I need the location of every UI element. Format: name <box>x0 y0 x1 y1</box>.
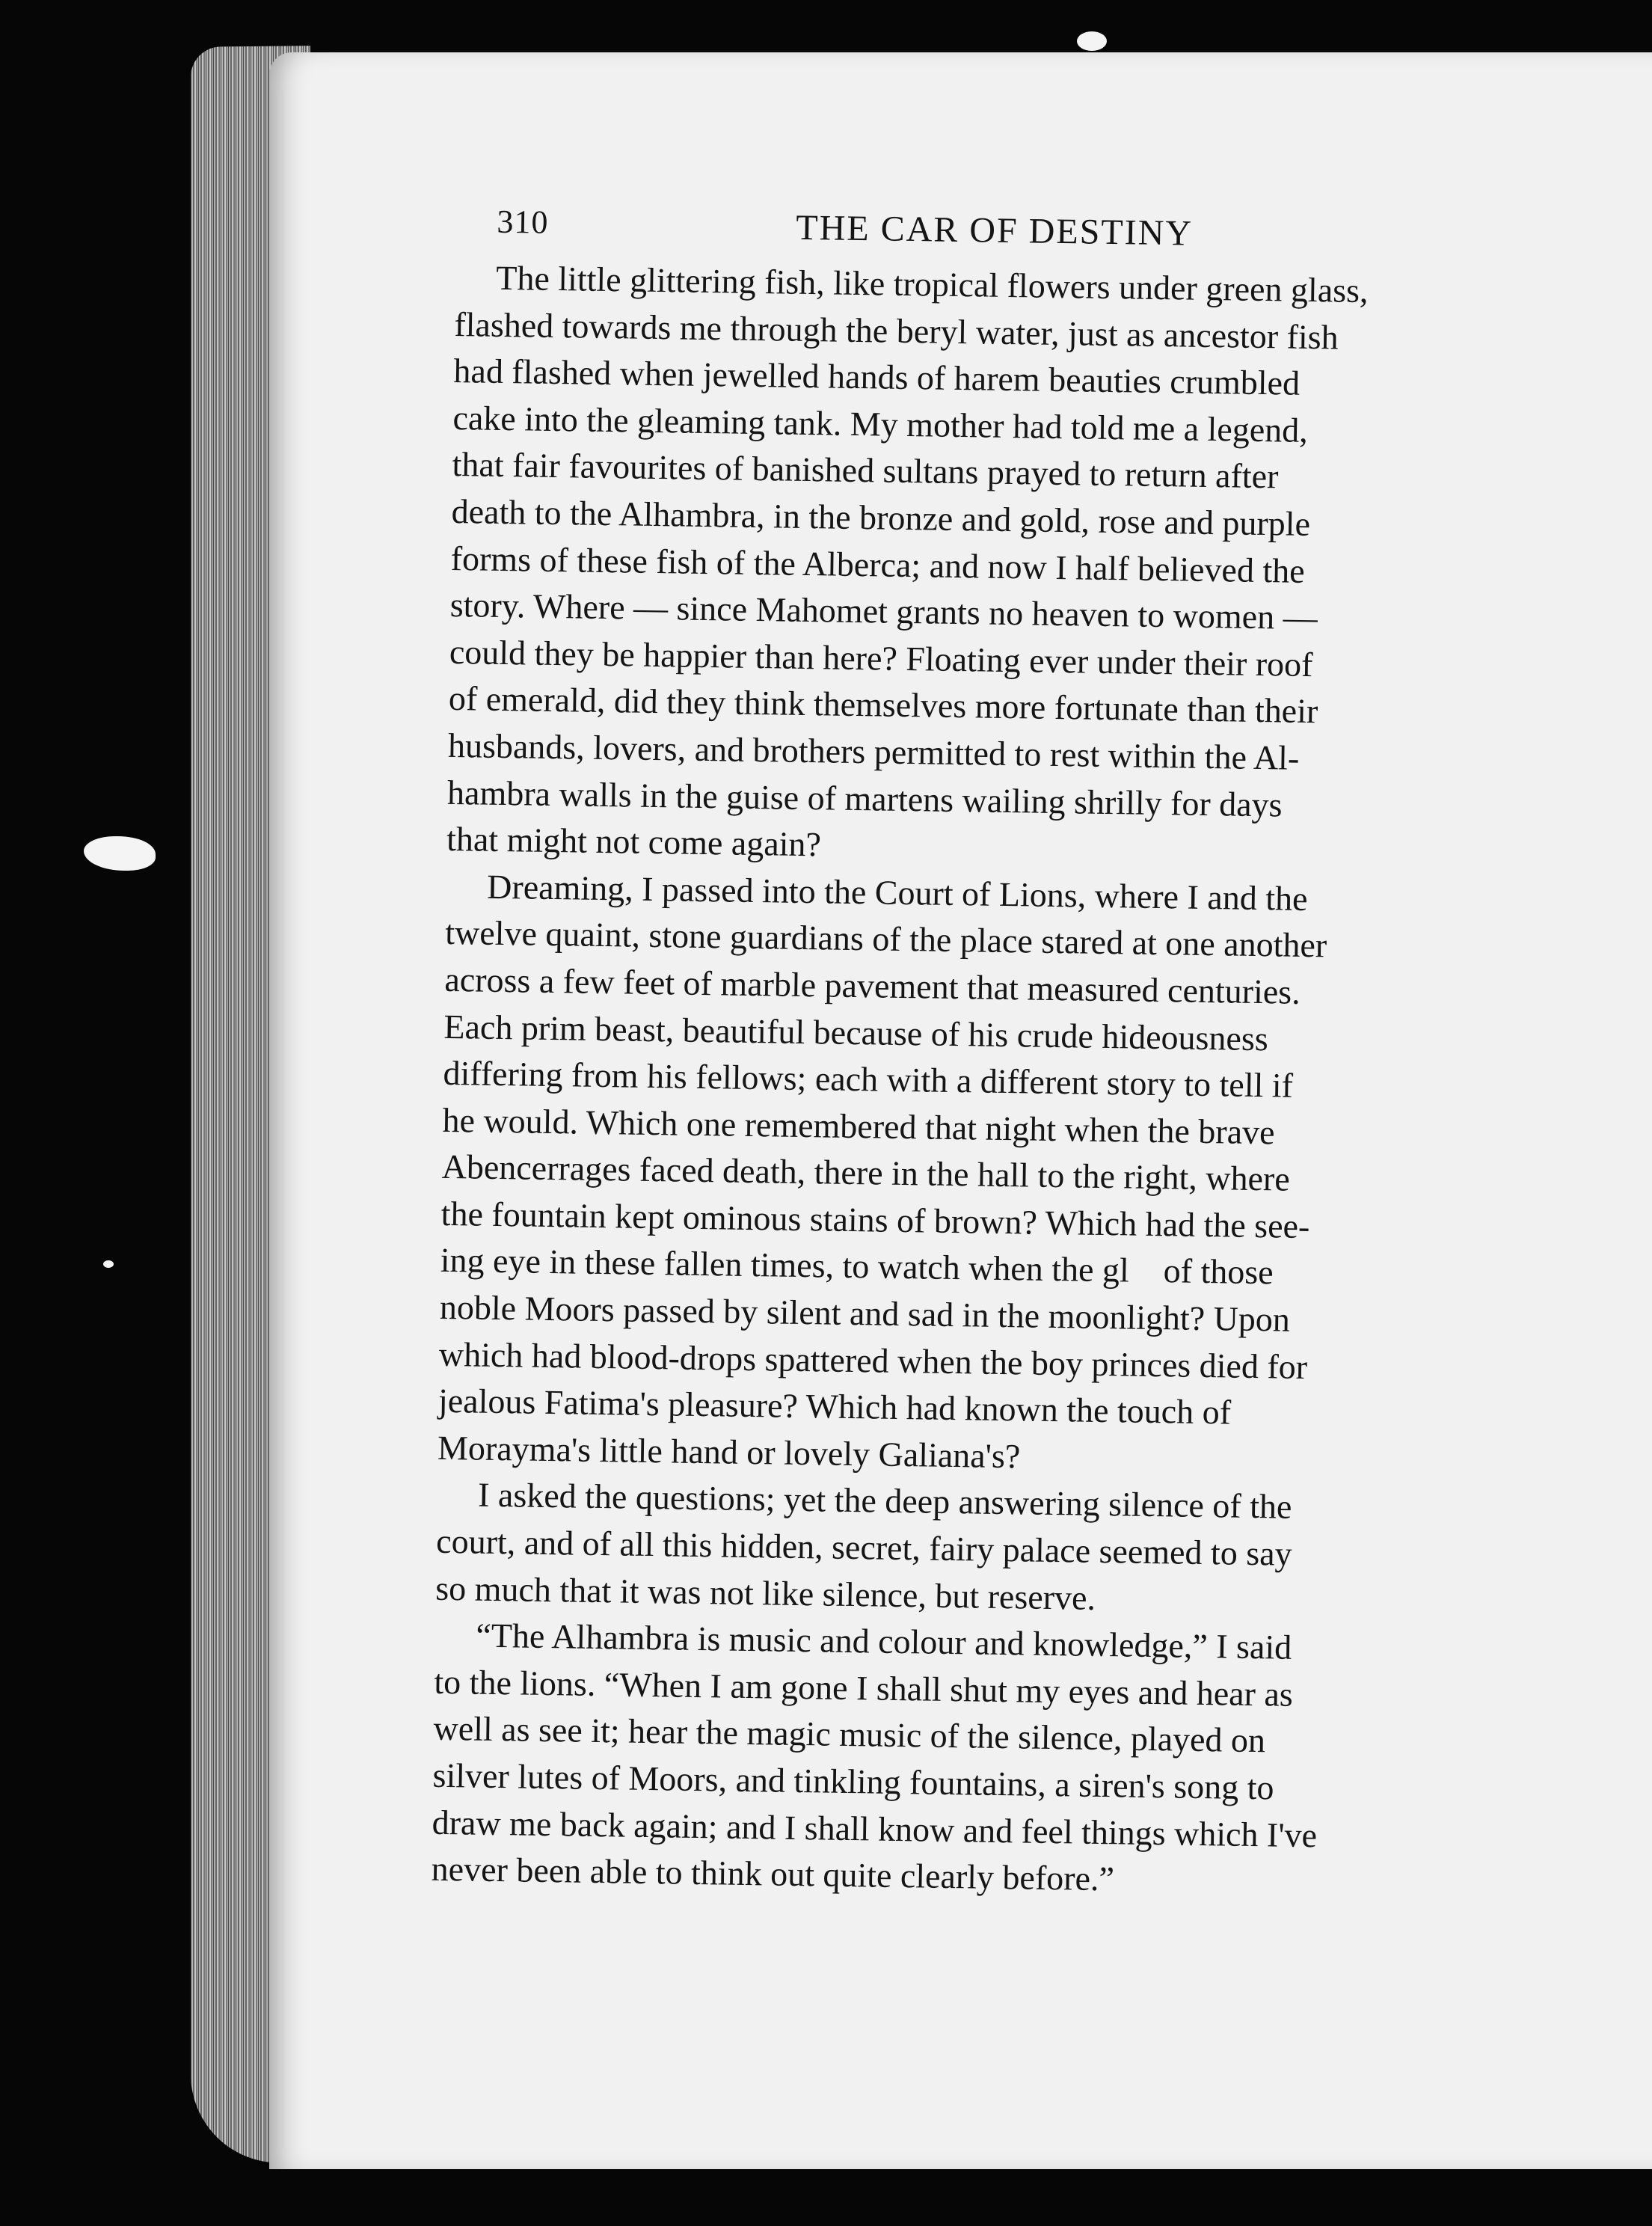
text-line: well as see it; hear the magic music of the silence, played on <box>433 1709 1266 1760</box>
text-line: ing eye in these fallen times, to watch when the gl of those <box>440 1241 1274 1292</box>
scan-speck <box>1077 31 1107 51</box>
text-line: had flashed when jewelled hands of harem beauties crumbled <box>453 352 1301 402</box>
text-line: draw me back again; and I shall know and feel things which I've <box>432 1803 1318 1854</box>
paragraph-1 <box>446 254 1562 880</box>
scan-speck <box>84 836 156 871</box>
text-line: noble Moors passed by silent and sad in the moonlight? Upon <box>439 1287 1291 1339</box>
text-line: jealous Fatima's pleasure? Which had known the touch of <box>437 1382 1232 1432</box>
running-title: THE CAR OF DESTINY <box>796 207 1194 254</box>
text-line: hambra walls in the guise of martens wailing shrilly for days <box>446 773 1283 824</box>
paragraph-4 <box>431 1612 1541 1909</box>
text-line: differing from his fellows; each with a different story to tell if <box>443 1053 1294 1105</box>
paragraph-3 <box>435 1471 1544 1628</box>
text-line: forms of these fish of the Alberca; and now I half believed the <box>450 539 1306 590</box>
text-line: husbands, lovers, and brothers permitted to rest within the Al- <box>447 726 1300 777</box>
text-line: Abencerrages faced death, there in the hall to the right, where <box>441 1147 1291 1198</box>
text-line: silver lutes of Moors, and tinkling fountains, a siren's song to <box>432 1756 1274 1807</box>
text-line: death to the Alhambra, in the bronze and gold, rose and purple <box>451 491 1311 543</box>
text-block <box>431 194 1563 1909</box>
text-line: twelve quaint, stone guardians of the place stared at one another <box>444 913 1327 965</box>
text-line: Morayma's little hand or lovely Galiana's? <box>437 1428 1021 1476</box>
text-line: Each prim beast, beautiful because of his crude hideousness <box>443 1007 1269 1058</box>
text-line: that might not come again? <box>446 820 822 864</box>
text-line: so much that it was not like silence, but reserve. <box>435 1569 1096 1617</box>
scan-speck <box>103 1260 114 1268</box>
text-line: never been able to think out quite clearly before.” <box>431 1849 1115 1898</box>
text-line: to the lions. “When I am gone I shall shut my eyes and hear as <box>434 1662 1294 1714</box>
text-line: Dreaming, I passed into the Court of Lions, where I and the <box>486 867 1308 918</box>
text-line: of emerald, did they think themselves more fortunate than their <box>448 679 1318 731</box>
text-line: flashed towards me through the beryl water, just as ancestor fish <box>454 304 1339 357</box>
text-line: cake into the gleaming tank. My mother had told me a legend, <box>452 398 1309 450</box>
text-line: “The Alhambra is music and colour and knowledge,” I said <box>476 1616 1292 1667</box>
text-line: which had blood-drops spattered when the boy princes died for <box>438 1334 1308 1386</box>
text-line: the fountain kept ominous stains of brown? Which had the see- <box>440 1194 1310 1245</box>
text-line: across a few feet of marble pavement that measured centuries. <box>444 960 1301 1011</box>
text-line: court, and of all this hidden, secret, fairy palace seemed to say <box>435 1521 1292 1573</box>
text-line: that fair favourites of banished sultans prayed to return after <box>452 445 1279 496</box>
text-line: could they be happier than here? Floating ever under their roof <box>449 632 1313 684</box>
paragraph-2 <box>437 863 1553 1488</box>
text-line: I asked the questions; yet the deep answering silence of the <box>477 1476 1292 1527</box>
text-line: story. Where — since Mahomet grants no heaven to women — <box>449 586 1318 637</box>
text-line: he would. Which one remembered that night when the brave <box>442 1100 1275 1152</box>
page-number: 310 <box>497 203 549 241</box>
text-line: The little glittering fish, like tropical flowers under green glass, <box>495 258 1369 310</box>
